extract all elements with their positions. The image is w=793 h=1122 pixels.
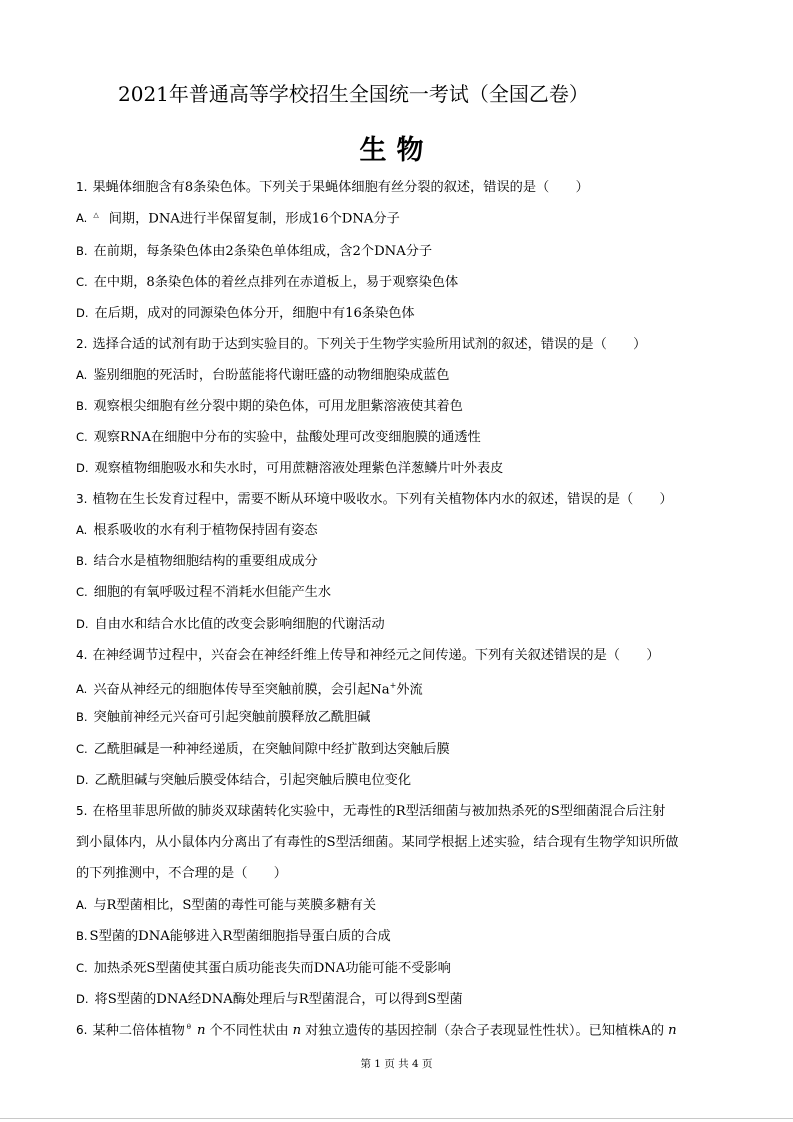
- question-number: 6.: [76, 1023, 88, 1038]
- question-3-option-b: B. 结合水是植物细胞结构的重要组成成分: [76, 554, 318, 569]
- question-4-option-c: C. 乙酰胆碱是一种神经递质，在突触间隙中经扩散到达突触后膜: [76, 742, 450, 757]
- page-footer: 第 1 页 共 4 页: [360, 1058, 433, 1070]
- question-5-stem: 5. 在格里菲思所做的肺炎双球菌转化实验中，无毒性的R型活细菌与被加热杀死的S型细菌混合后注射: [76, 804, 666, 819]
- question-2-option-b: B. 观察根尖细胞有丝分裂中期的染色体，可用龙胆紫溶液使其着色: [76, 399, 463, 414]
- subject-title: 生物: [359, 135, 434, 166]
- question-number: 4.: [76, 648, 88, 662]
- question-5-option-a: A. 与R型菌相比，S型菌的毒性可能与荚膜多糖有关: [76, 898, 377, 913]
- question-number: 1.: [76, 180, 88, 194]
- question-3-stem: 3. 植物在生长发育过程中，需要不断从环境中吸收水。下列有关植物体内水的叙述，错误的是（ ）: [76, 492, 673, 507]
- question-number: 2.: [76, 337, 88, 351]
- question-1-option-c: C. 在中期，8条染色体的着丝点排列在赤道板上，易于观察染色体: [76, 275, 459, 290]
- question-number: 5.: [76, 804, 88, 818]
- question-4-option-a: A. 兴奋从神经元的细胞体传导至突触前膜，会引起Na+外流: [76, 681, 423, 698]
- question-1-option-b: B. 在前期，每条染色体由2条染色单体组成，含2个DNA分子: [76, 244, 433, 259]
- question-1-option-a: A. △ 间期，DNA进行半保留复制，形成16个DNA分子: [76, 211, 400, 227]
- question-2-option-a: A. 鉴别细胞的死活时，台盼蓝能将代谢旺盛的动物细胞染成蓝色: [76, 368, 450, 383]
- page-bottom-rule: [0, 1118, 793, 1119]
- question-4-option-b: B. 突触前神经元兴奋可引起突触前膜释放乙酰胆碱: [76, 710, 371, 725]
- question-number: 3.: [76, 492, 88, 506]
- question-1-stem: 1. 果蝇体细胞含有8条染色体。下列关于果蝇体细胞有丝分裂的叙述，错误的是（ ）: [76, 180, 589, 195]
- question-3-option-c: C. 细胞的有氧呼吸过程不消耗水但能产生水: [76, 585, 332, 600]
- question-1-option-d: D. 在后期，成对的同源染色体分开，细胞中有16条染色体: [76, 306, 415, 321]
- question-2-stem: 2. 选择合适的试剂有助于达到实验目的。下列关于生物学实验所用试剂的叙述，错误的是（ ）: [76, 337, 647, 352]
- exam-title: 2021年普通高等学校招生全国统一考试（全国乙卷）: [118, 82, 589, 106]
- question-5-stem-line-3: 的下列推测中，不合理的是（ ）: [76, 866, 287, 881]
- question-5-option-c: C. 加热杀死S型菌使其蛋白质功能丧失而DNA功能可能不受影响: [76, 961, 451, 976]
- question-4-option-d: D. 乙酰胆碱与突触后膜受体结合，引起突触后膜电位变化: [76, 773, 412, 788]
- question-3-option-d: D. 自由水和结合水比值的改变会影响细胞的代谢活动: [76, 617, 385, 632]
- question-5-option-d: D. 将S型菌的DNA经DNA酶处理后与R型菌混合，可以得到S型菌: [76, 992, 463, 1007]
- theta-mark-icon: θ: [186, 1023, 191, 1031]
- question-5-stem-line-2: 到小鼠体内，从小鼠体内分离出了有毒性的S型活细菌。某同学根据上述实验，结合现有生物学知识所做: [76, 835, 679, 850]
- question-5-option-b: B. S型菌的DNA能够进入R型菌细胞指导蛋白质的合成: [76, 929, 391, 944]
- question-4-stem: 4. 在神经调节过程中，兴奋会在神经纤维上传导和神经元之间传递。下列有关叙述错误的是（ ）: [76, 648, 660, 663]
- question-6-stem: 6. 某种二倍体植物 $^\theta$ n 个不同性状由 n 对独立遗传的基因控制（杂合子表现显性性状）。已知植株A的 n: [76, 1023, 677, 1039]
- triangle-mark-icon: △: [93, 211, 99, 219]
- question-3-option-a: A. 根系吸收的水有利于植物保持固有姿态: [76, 523, 318, 538]
- question-2-option-c: C. 观察RNA在细胞中分布的实验中，盐酸处理可改变细胞膜的通透性: [76, 430, 481, 445]
- question-2-option-d: D. 观察植物细胞吸水和失水时，可用蔗糖溶液处理紫色洋葱鳞片叶外表皮: [76, 461, 504, 476]
